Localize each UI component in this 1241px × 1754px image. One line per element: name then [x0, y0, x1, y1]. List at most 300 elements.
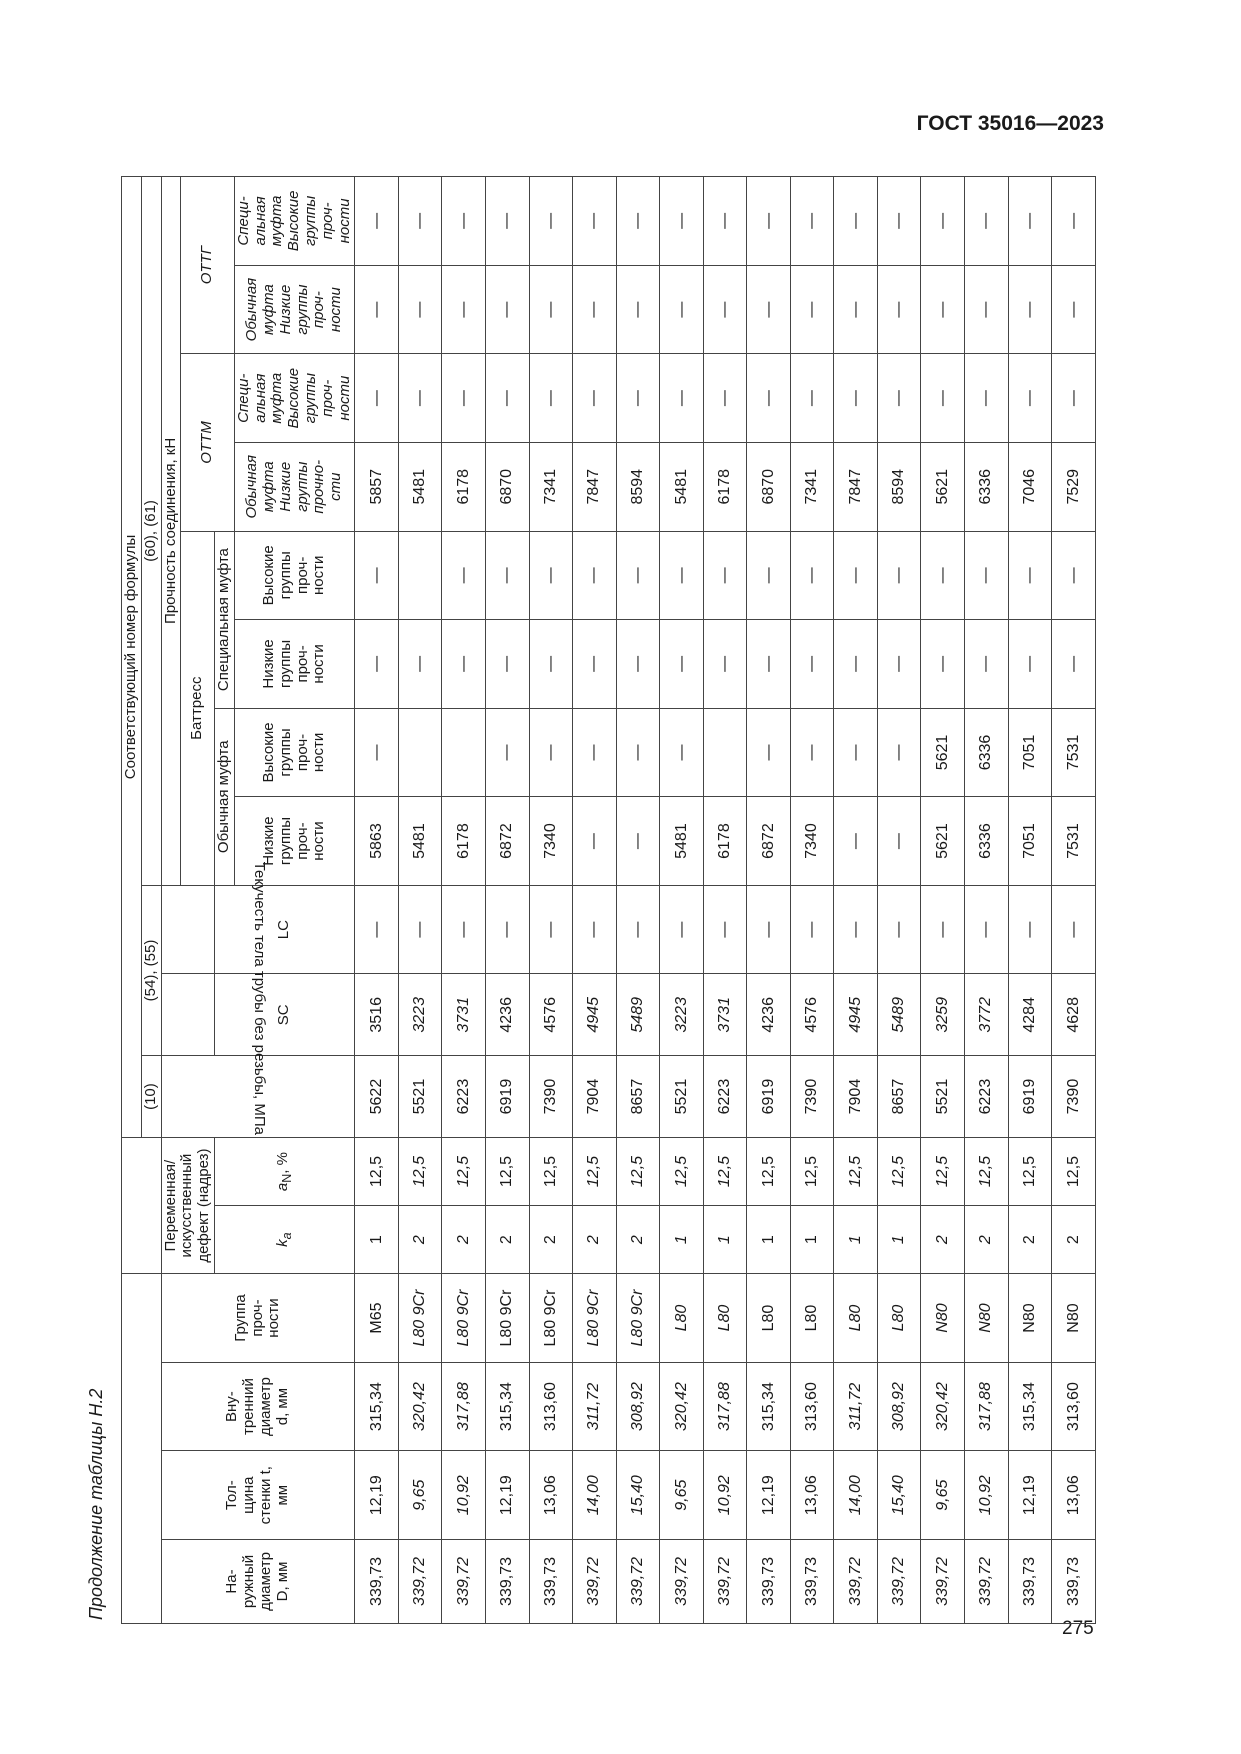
cell-b-sp-low: — [355, 620, 399, 709]
cell-m-reg: 8594 [877, 442, 921, 531]
table-row [398, 177, 442, 1624]
cell-yield: 5521 [660, 1056, 704, 1138]
cell-t: 10,92 [965, 1451, 1009, 1540]
cell-b-reg-high: 5621 [921, 708, 965, 797]
cell-b-sp-low: — [442, 620, 486, 709]
cell-lc: — [1052, 885, 1096, 974]
cell-g-reg: — [616, 265, 660, 354]
table-body [355, 177, 1095, 1624]
cell-grp: N80 [1008, 1274, 1052, 1363]
cell-an: 12,5 [747, 1137, 791, 1205]
cell-b-reg-high: — [790, 708, 834, 797]
cell-t: 13,06 [790, 1451, 834, 1540]
cell-ka: 2 [616, 1206, 660, 1274]
cell-sc: 3516 [355, 974, 399, 1056]
cell-lc: — [1008, 885, 1052, 974]
formula-10: (10) [141, 1056, 161, 1138]
cell-b-reg-high: — [616, 708, 660, 797]
cell-d: 320,42 [921, 1362, 965, 1451]
cell-b-reg-low: — [834, 797, 878, 886]
cell-sc: 3223 [398, 974, 442, 1056]
cell-m-sp: — [442, 354, 486, 443]
cell-t: 15,40 [616, 1451, 660, 1540]
cell-grp: L80 [703, 1274, 747, 1363]
cell-g-reg: — [573, 265, 617, 354]
cell-b-sp-low: — [529, 620, 573, 709]
cell-lc: — [921, 885, 965, 974]
cell-b-reg-low: 7531 [1052, 797, 1096, 886]
cell-b-reg-high: 7531 [1052, 708, 1096, 797]
cell-D: 339,72 [442, 1539, 486, 1623]
cell-d: 313,60 [790, 1362, 834, 1451]
cell-g-reg: — [965, 265, 1009, 354]
cell-m-reg: 6178 [442, 442, 486, 531]
cell-b-reg-low: 6336 [965, 797, 1009, 886]
col-inner-diameter: Вну- тренний диаметр d, мм [161, 1362, 355, 1451]
cell-g-sp: — [355, 177, 399, 266]
cell-b-sp-low: — [877, 620, 921, 709]
cell-m-sp: — [1008, 354, 1052, 443]
cell-g-sp: — [660, 177, 704, 266]
cell-b-sp-low: — [486, 620, 530, 709]
ottg-regular-head: Обычная муфта Низкие группы проч- ности [234, 265, 355, 354]
cell-lc: — [660, 885, 704, 974]
cell-b-sp-low: — [660, 620, 704, 709]
cell-ka: 2 [1008, 1206, 1052, 1274]
cell-an: 12,5 [965, 1137, 1009, 1205]
cell-grp: L80 [834, 1274, 878, 1363]
table-row [703, 177, 747, 1624]
cell-g-sp: — [1008, 177, 1052, 266]
cell-yield: 7904 [834, 1056, 878, 1138]
cell-ka: 1 [790, 1206, 834, 1274]
cell-lc: — [486, 885, 530, 974]
cell-b-reg-low: — [573, 797, 617, 886]
cell-m-reg: 8594 [616, 442, 660, 531]
cell-lc: — [877, 885, 921, 974]
cell-yield: 8657 [616, 1056, 660, 1138]
col-ka: $k_a$ [214, 1206, 354, 1274]
yield-label: Текучесть тела трубы без резьбы, МПа [250, 861, 268, 1135]
cell-D: 339,73 [355, 1539, 399, 1623]
cell-d: 313,60 [1052, 1362, 1096, 1451]
cell-b-reg-low: 6872 [747, 797, 791, 886]
cell-m-reg: 6336 [965, 442, 1009, 531]
col-outer-diameter: На- ружный диаметр D, мм [161, 1539, 355, 1623]
cell-b-sp-high: — [442, 531, 486, 620]
cell-b-reg-high: — [529, 708, 573, 797]
cell-t: 15,40 [877, 1451, 921, 1540]
cell-t: 14,00 [834, 1451, 878, 1540]
cell-b-sp-low: — [1008, 620, 1052, 709]
cell-D: 339,72 [921, 1539, 965, 1623]
cell-g-reg: — [355, 265, 399, 354]
cell-grp: N80 [921, 1274, 965, 1363]
cell-m-reg: 7529 [1052, 442, 1096, 531]
cell-an: 12,5 [834, 1137, 878, 1205]
cell-t: 9,65 [921, 1451, 965, 1540]
cell-grp: L80 9Cr [529, 1274, 573, 1363]
cell-grp: L80 9Cr [442, 1274, 486, 1363]
cell-b-sp-high [398, 531, 442, 620]
page-number: 275 [1062, 1618, 1094, 1639]
cell-d: 308,92 [616, 1362, 660, 1451]
cell-m-sp: — [877, 354, 921, 443]
cell-b-sp-low: — [834, 620, 878, 709]
cell-d: 320,42 [398, 1362, 442, 1451]
cell-b-sp-high: — [616, 531, 660, 620]
cell-b-reg-low: 6178 [442, 797, 486, 886]
cell-sc: 3731 [703, 974, 747, 1056]
cell-yield: 6223 [703, 1056, 747, 1138]
cell-g-reg: — [529, 265, 573, 354]
cell-b-reg-low: 7340 [790, 797, 834, 886]
cell-m-reg: 7341 [790, 442, 834, 531]
cell-an: 12,5 [1008, 1137, 1052, 1205]
strength-header: Прочность соединения, кН [161, 177, 181, 886]
cell-b-reg-low: — [616, 797, 660, 886]
ottm-special-head: Специ- альная муфта Высокие группы проч- ности [234, 354, 355, 443]
cell-ka: 1 [703, 1206, 747, 1274]
cell-grp: M65 [355, 1274, 399, 1363]
col-an: $a_N$, % [214, 1137, 354, 1205]
cell-yield: 7390 [1052, 1056, 1096, 1138]
cell-b-reg-high: — [486, 708, 530, 797]
cell-sc: 3772 [965, 974, 1009, 1056]
cell-b-reg-high [703, 708, 747, 797]
cell-g-reg: — [442, 265, 486, 354]
cell-b-reg-low: 7051 [1008, 797, 1052, 886]
table-row [442, 177, 486, 1624]
cell-an: 12,5 [573, 1137, 617, 1205]
cell-yield: 7390 [790, 1056, 834, 1138]
cell-g-sp: — [834, 177, 878, 266]
cell-t: 13,06 [1052, 1451, 1096, 1540]
cell-g-sp: — [877, 177, 921, 266]
cell-m-sp: — [529, 354, 573, 443]
cell-m-sp: — [573, 354, 617, 443]
cell-b-sp-high: — [529, 531, 573, 620]
cell-g-reg: — [1008, 265, 1052, 354]
standard-designation: ГОСТ 35016—2023 [916, 112, 1104, 135]
table-row [529, 177, 573, 1624]
cell-yield: 7904 [573, 1056, 617, 1138]
cell-m-reg: 7847 [834, 442, 878, 531]
cell-D: 339,72 [877, 1539, 921, 1623]
cell-g-reg: — [921, 265, 965, 354]
cell-t: 12,19 [486, 1451, 530, 1540]
cell-b-sp-low: — [921, 620, 965, 709]
cell-t: 10,92 [442, 1451, 486, 1540]
cell-sc: 4576 [790, 974, 834, 1056]
cell-D: 339,72 [660, 1539, 704, 1623]
cell-t: 12,19 [355, 1451, 399, 1540]
cell-sc: 4576 [529, 974, 573, 1056]
cell-an: 12,5 [398, 1137, 442, 1205]
cell-lc: — [398, 885, 442, 974]
cell-ka: 2 [486, 1206, 530, 1274]
cell-g-reg: — [834, 265, 878, 354]
cell-lc: — [965, 885, 1009, 974]
cell-b-sp-high: — [747, 531, 791, 620]
cell-sc: 3223 [660, 974, 704, 1056]
cell-g-reg: — [1052, 265, 1096, 354]
cell-b-reg-high: 6336 [965, 708, 1009, 797]
cell-g-sp: — [790, 177, 834, 266]
cell-b-sp-high: — [486, 531, 530, 620]
cell-lc: — [834, 885, 878, 974]
cell-b-sp-high: — [790, 531, 834, 620]
cell-b-sp-high: — [921, 531, 965, 620]
buttress-special: Специальная муфта [214, 531, 234, 708]
cell-m-reg: 5857 [355, 442, 399, 531]
cell-b-reg-low: 6178 [703, 797, 747, 886]
cell-g-reg: — [703, 265, 747, 354]
buttress-regular: Обычная муфта [214, 708, 234, 885]
cell-sc: 4236 [486, 974, 530, 1056]
cell-b-sp-high: — [1052, 531, 1096, 620]
cell-grp: L80 9Cr [486, 1274, 530, 1363]
cell-g-reg: — [660, 265, 704, 354]
cell-m-reg: 7046 [1008, 442, 1052, 531]
cell-b-reg-high: — [834, 708, 878, 797]
table-row [573, 177, 617, 1624]
cell-t: 9,65 [660, 1451, 704, 1540]
cell-b-reg-low: 5481 [398, 797, 442, 886]
table-row [834, 177, 878, 1624]
cell-yield: 6919 [486, 1056, 530, 1138]
cell-b-sp-low: — [790, 620, 834, 709]
cell-lc: — [529, 885, 573, 974]
cell-sc: 3259 [921, 974, 965, 1056]
cell-ka: 2 [573, 1206, 617, 1274]
table-row [486, 177, 530, 1624]
cell-d: 315,34 [747, 1362, 791, 1451]
cell-ka: 2 [398, 1206, 442, 1274]
cell-grp: N80 [1052, 1274, 1096, 1363]
col-sc: SC [214, 974, 354, 1056]
cell-D: 339,72 [965, 1539, 1009, 1623]
cell-b-reg-high: — [660, 708, 704, 797]
cell-D: 339,73 [1008, 1539, 1052, 1623]
cell-D: 339,72 [573, 1539, 617, 1623]
cell-b-sp-low: — [747, 620, 791, 709]
cell-b-sp-low: — [616, 620, 660, 709]
cell-m-sp: — [790, 354, 834, 443]
cell-g-reg: — [790, 265, 834, 354]
table-row [616, 177, 660, 1624]
buttress-header: Баттресс [181, 531, 215, 885]
cell-b-reg-high [398, 708, 442, 797]
cell-d: 317,88 [703, 1362, 747, 1451]
cell-d: 315,34 [486, 1362, 530, 1451]
table-row [660, 177, 704, 1624]
ottg-header: ОТТГ [181, 177, 234, 354]
col-defect: Переменная/ искусственный дефект (надрез) [161, 1137, 214, 1273]
cell-m-sp: — [486, 354, 530, 443]
cell-m-reg: 6870 [747, 442, 791, 531]
cell-grp: L80 [660, 1274, 704, 1363]
cell-t: 12,19 [1008, 1451, 1052, 1540]
cell-ka: 2 [442, 1206, 486, 1274]
cell-b-reg-high: — [355, 708, 399, 797]
cell-g-sp: — [1052, 177, 1096, 266]
cell-lc: — [616, 885, 660, 974]
table-caption: Продолжение таблицы Н.2 [86, 1388, 106, 1620]
cell-b-sp-high: — [355, 531, 399, 620]
cell-b-sp-high: — [703, 531, 747, 620]
cell-m-sp: — [1052, 354, 1096, 443]
cell-D: 339,73 [747, 1539, 791, 1623]
cell-m-sp: — [398, 354, 442, 443]
cell-g-reg: — [747, 265, 791, 354]
cell-sc: 4945 [834, 974, 878, 1056]
cell-b-reg-low: — [877, 797, 921, 886]
cell-D: 339,72 [834, 1539, 878, 1623]
cell-b-sp-high: — [660, 531, 704, 620]
cell-b-sp-high: — [573, 531, 617, 620]
cell-m-sp: — [355, 354, 399, 443]
cell-b-reg-low: 6872 [486, 797, 530, 886]
cell-t: 12,19 [747, 1451, 791, 1540]
cell-b-sp-low: — [573, 620, 617, 709]
cell-d: 311,72 [573, 1362, 617, 1451]
cell-b-reg-low: 5863 [355, 797, 399, 886]
cell-lc: — [790, 885, 834, 974]
cell-lc: — [573, 885, 617, 974]
cell-an: 12,5 [921, 1137, 965, 1205]
cell-d: 315,34 [355, 1362, 399, 1451]
cell-ka: 1 [747, 1206, 791, 1274]
cell-m-reg: 5481 [660, 442, 704, 531]
cell-d: 308,92 [877, 1362, 921, 1451]
cell-g-sp: — [965, 177, 1009, 266]
cell-g-sp: — [529, 177, 573, 266]
cell-t: 9,65 [398, 1451, 442, 1540]
cell-an: 12,5 [660, 1137, 704, 1205]
cell-b-reg-high: — [573, 708, 617, 797]
cell-sc: 5489 [616, 974, 660, 1056]
data-table [121, 176, 1096, 1624]
table-row [965, 177, 1009, 1624]
cell-b-sp-high: — [1008, 531, 1052, 620]
cell-sc: 5489 [877, 974, 921, 1056]
table-row [747, 177, 791, 1624]
cell-ka: 1 [877, 1206, 921, 1274]
table-row [355, 177, 399, 1624]
cell-b-reg-low: 7340 [529, 797, 573, 886]
b-sp-low-head: Низкие группы проч- ности [234, 620, 355, 709]
cell-g-reg: — [877, 265, 921, 354]
table-row [877, 177, 921, 1624]
cell-yield: 6919 [1008, 1056, 1052, 1138]
cell-yield: 6223 [965, 1056, 1009, 1138]
rotated-table-wrapper [121, 176, 1082, 1624]
b-reg-high-head: Высокие группы проч- ности [234, 708, 355, 797]
cell-an: 12,5 [355, 1137, 399, 1205]
cell-g-sp: — [616, 177, 660, 266]
cell-d: 313,60 [529, 1362, 573, 1451]
cell-m-reg: 6870 [486, 442, 530, 531]
cell-D: 339,72 [398, 1539, 442, 1623]
cell-D: 339,72 [616, 1539, 660, 1623]
cell-d: 315,34 [1008, 1362, 1052, 1451]
cell-g-sp: — [703, 177, 747, 266]
cell-m-reg: 6178 [703, 442, 747, 531]
cell-grp: L80 9Cr [573, 1274, 617, 1363]
cell-g-sp: — [573, 177, 617, 266]
cell-b-reg-low: 5621 [921, 797, 965, 886]
cell-grp: L80 [790, 1274, 834, 1363]
ottm-regular-head: Обычная муфта Низкие группы прочно- сти [234, 442, 355, 531]
cell-ka: 1 [660, 1206, 704, 1274]
cell-yield: 5521 [921, 1056, 965, 1138]
ottg-special-head: Специ- альная муфта Высокие группы проч- ности [234, 177, 355, 266]
cell-g-sp: — [486, 177, 530, 266]
cell-t: 10,92 [703, 1451, 747, 1540]
cell-D: 339,73 [529, 1539, 573, 1623]
table-row [921, 177, 965, 1624]
cell-D: 339,73 [486, 1539, 530, 1623]
cell-b-sp-low: — [703, 620, 747, 709]
col-wall-thickness: Тол- щина стенки t, мм [161, 1451, 355, 1540]
cell-an: 12,5 [1052, 1137, 1096, 1205]
cell-yield: 5622 [355, 1056, 399, 1138]
cell-an: 12,5 [790, 1137, 834, 1205]
cell-ka: 1 [834, 1206, 878, 1274]
b-reg-low-head: Низкие группы проч- ности [234, 797, 355, 886]
cell-d: 320,42 [660, 1362, 704, 1451]
table-row [790, 177, 834, 1624]
cell-lc: — [703, 885, 747, 974]
cell-b-sp-low: — [965, 620, 1009, 709]
cell-an: 12,5 [486, 1137, 530, 1205]
cell-m-reg: 7847 [573, 442, 617, 531]
cell-b-sp-high: — [834, 531, 878, 620]
table-row [1008, 177, 1052, 1624]
cell-b-reg-high [442, 708, 486, 797]
cell-b-reg-high: 7051 [1008, 708, 1052, 797]
formula-60-61: (60), (61) [141, 177, 161, 886]
cell-an: 12,5 [529, 1137, 573, 1205]
col-strength-group: Группа проч- ности [161, 1274, 355, 1363]
cell-an: 12,5 [616, 1137, 660, 1205]
cell-ka: 2 [1052, 1206, 1096, 1274]
cell-b-sp-high: — [877, 531, 921, 620]
cell-ka: 2 [965, 1206, 1009, 1274]
cell-lc: — [355, 885, 399, 974]
cell-an: 12,5 [442, 1137, 486, 1205]
cell-grp: L80 [877, 1274, 921, 1363]
cell-m-reg: 5621 [921, 442, 965, 531]
cell-yield: 6919 [747, 1056, 791, 1138]
cell-g-sp: — [442, 177, 486, 266]
table-head [122, 177, 355, 1624]
cell-d: 317,88 [965, 1362, 1009, 1451]
cell-m-sp: — [834, 354, 878, 443]
cell-g-sp: — [747, 177, 791, 266]
cell-yield: 5521 [398, 1056, 442, 1138]
cell-g-reg: — [398, 265, 442, 354]
cell-g-sp: — [398, 177, 442, 266]
cell-sc: 4628 [1052, 974, 1096, 1056]
cell-ka: 2 [921, 1206, 965, 1274]
cell-lc: — [747, 885, 791, 974]
cell-ka: 1 [355, 1206, 399, 1274]
cell-sc: 4945 [573, 974, 617, 1056]
cell-D: 339,73 [1052, 1539, 1096, 1623]
cell-sc: 3731 [442, 974, 486, 1056]
